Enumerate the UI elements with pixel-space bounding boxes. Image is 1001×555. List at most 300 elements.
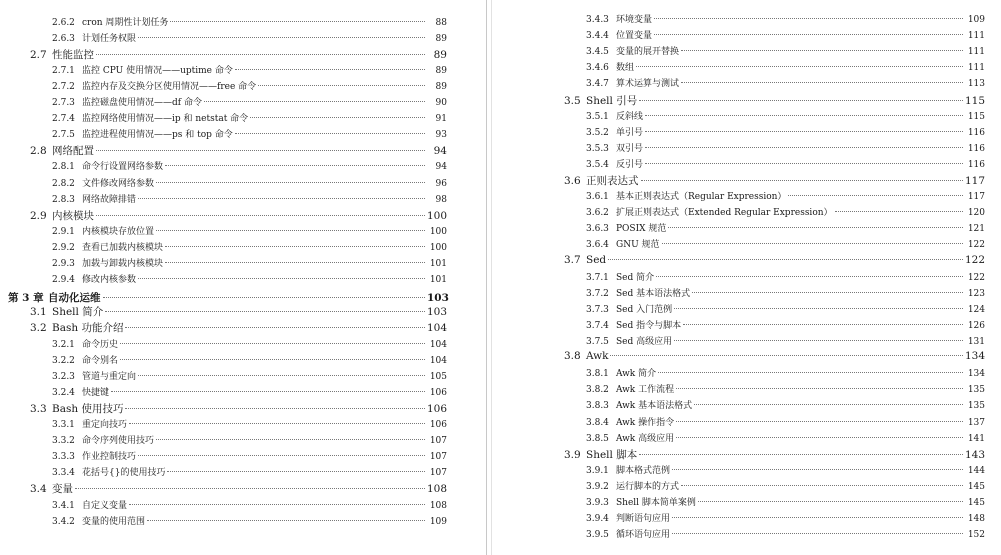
- toc-entry[interactable]: [586, 398, 985, 411]
- toc-entry-page: 106: [429, 387, 447, 398]
- toc-entry[interactable]: [52, 369, 447, 382]
- toc-entry-number: 3.3.2: [52, 436, 75, 447]
- toc-entry-number: 3.8.1: [586, 369, 609, 380]
- toc-entry-page: 103: [427, 292, 449, 305]
- toc-entry-title: 正则表达式: [586, 175, 639, 187]
- toc-entry[interactable]: [586, 125, 985, 138]
- toc-entry-number: 3.6.3: [586, 224, 609, 235]
- toc-entry-page: 116: [967, 143, 985, 154]
- toc-entry[interactable]: [52, 111, 447, 124]
- toc-entry-title: Shell 引号: [586, 94, 638, 107]
- toc-entry[interactable]: [52, 514, 447, 527]
- toc-entry-number: 3.2.2: [52, 355, 75, 366]
- toc-entry[interactable]: [30, 143, 447, 158]
- toc-entry-number: 3.7.4: [586, 320, 609, 331]
- dot-leader: [645, 115, 963, 116]
- toc-entry-page: 89: [435, 81, 447, 92]
- toc-entry-number: 3.2: [30, 322, 47, 335]
- toc-entry-title: 查看已加载内核模块: [82, 242, 164, 253]
- toc-entry[interactable]: [52, 272, 447, 285]
- toc-entry-page: 98: [435, 194, 447, 205]
- dot-leader: [125, 408, 425, 409]
- dot-leader: [662, 243, 963, 244]
- toc-entry-number: 2.7.2: [52, 81, 75, 92]
- dot-leader: [698, 501, 963, 502]
- toc-entry-title: Sed 高级应用: [616, 337, 673, 347]
- toc-entry[interactable]: [30, 320, 447, 335]
- dot-leader: [258, 85, 425, 86]
- toc-entry-page: 89: [435, 65, 447, 76]
- dot-leader: [129, 423, 425, 424]
- toc-entry-title: 性能监控: [52, 48, 94, 61]
- toc-entry-number: 2.8.2: [52, 178, 75, 189]
- toc-entry-page: 104: [429, 339, 447, 350]
- dot-leader: [156, 439, 425, 440]
- toc-entry-title: 命令序列使用技巧: [82, 436, 155, 447]
- toc-entry[interactable]: [52, 176, 447, 189]
- toc-entry-number: 2.7.3: [52, 98, 75, 108]
- toc-entry-title: Sed: [586, 253, 607, 266]
- toc-entry[interactable]: [52, 224, 447, 237]
- toc-entry-title: 变量的展开替换: [616, 47, 680, 58]
- dot-leader: [645, 147, 963, 148]
- toc-entry-title: 文件修改网络参数: [82, 178, 155, 189]
- toc-entry-page: 126: [967, 320, 985, 331]
- dot-leader: [111, 391, 425, 392]
- toc-entry[interactable]: [30, 47, 447, 62]
- toc-entry-number: 3.5.2: [586, 127, 609, 138]
- toc-entry-number: 3.8.5: [586, 433, 609, 444]
- dot-leader: [96, 150, 425, 151]
- toc-entry-number: 3.4.7: [586, 79, 609, 90]
- toc-entry-number: 3.9.4: [586, 514, 609, 525]
- toc-entry-title: Awk: [586, 350, 609, 363]
- dot-leader: [639, 100, 963, 101]
- toc-entry-title: 作业控制技巧: [82, 452, 137, 463]
- toc-entry-number: 2.7.5: [52, 130, 75, 141]
- toc-entry-number: 3.2.1: [52, 339, 75, 350]
- toc-entry[interactable]: [52, 449, 447, 462]
- toc-entry-page: 103: [427, 306, 448, 319]
- toc-entry-page: 113: [967, 79, 985, 90]
- toc-entry-title: Sed 入门范例: [616, 304, 673, 315]
- toc-entry-number: 第 3 章: [8, 292, 44, 305]
- right-page: [492, 0, 1001, 555]
- toc-entry[interactable]: [564, 447, 985, 462]
- toc-entry[interactable]: [30, 208, 447, 223]
- toc-entry-page: 144: [967, 465, 985, 476]
- dot-leader: [639, 454, 963, 455]
- toc-entry-title: Awk 基本语法格式: [616, 401, 693, 412]
- toc-entry-title: 脚本格式范例: [616, 465, 671, 476]
- toc-entry-title: Awk 简介: [616, 369, 657, 380]
- toc-entry-title: 监控网络使用情况——ip 和 netstat 命令: [82, 114, 249, 125]
- dot-leader: [235, 69, 425, 70]
- toc-entry-page: 105: [429, 371, 447, 382]
- toc-entry-page: 141: [967, 433, 985, 444]
- toc-entry-number: 2.9.1: [52, 226, 75, 237]
- dot-leader: [672, 533, 963, 534]
- dot-leader: [674, 308, 963, 309]
- toc-entry-page: 121: [967, 224, 985, 235]
- dot-leader: [641, 180, 964, 181]
- toc-entry-page: 107: [429, 452, 447, 463]
- toc-entry-page: 111: [967, 47, 985, 58]
- toc-entry[interactable]: [52, 79, 447, 92]
- toc-entry[interactable]: [52, 15, 447, 28]
- dot-leader: [645, 163, 963, 164]
- dot-leader: [250, 117, 425, 118]
- toc-entry-title: Bash 使用技巧: [52, 402, 124, 415]
- toc-entry-title: 算术运算与测试: [616, 79, 680, 90]
- toc-entry-page: 123: [967, 288, 985, 299]
- toc-entry-page: 104: [429, 355, 447, 366]
- toc-entry[interactable]: [586, 12, 985, 25]
- toc-entry-number: 3.7.1: [586, 272, 609, 283]
- toc-entry[interactable]: [564, 173, 985, 188]
- toc-entry[interactable]: [586, 479, 985, 492]
- toc-entry-page: 145: [967, 498, 985, 508]
- toc-entry-title: Shell 脚本简单案例: [616, 498, 696, 508]
- dot-leader: [681, 485, 963, 486]
- toc-entry-page: 94: [435, 162, 447, 173]
- dot-leader: [656, 276, 963, 277]
- toc-entry-page: 131: [967, 337, 985, 347]
- toc-entry-number: 3.9: [564, 448, 581, 461]
- toc-entry-page: 93: [435, 130, 447, 141]
- dot-leader: [120, 359, 425, 360]
- toc-entry-title: 命令别名: [82, 355, 119, 366]
- toc-entry[interactable]: [586, 318, 985, 331]
- toc-entry[interactable]: [564, 350, 985, 362]
- dot-leader: [138, 278, 425, 279]
- toc-entry-title: 命令历史: [82, 339, 119, 350]
- toc-entry-page: 100: [429, 226, 447, 237]
- toc-entry[interactable]: [52, 95, 447, 108]
- toc-entry-title: 监控 CPU 使用情况——uptime 命令: [82, 65, 233, 76]
- toc-entry-number: 3.5: [564, 94, 581, 107]
- toc-entry-title: 自动化运维: [48, 292, 101, 305]
- toc-entry-page: 115: [967, 111, 985, 122]
- dot-leader: [672, 517, 963, 518]
- toc-entry-title: Bash 功能介绍: [52, 322, 124, 335]
- dot-leader: [788, 195, 963, 196]
- dot-leader: [645, 131, 963, 132]
- toc-entry[interactable]: [52, 465, 447, 478]
- dot-leader: [681, 82, 963, 83]
- toc-entry-number: 3.8.4: [586, 417, 609, 428]
- dot-leader: [147, 520, 425, 521]
- toc-entry-title: 监控进程使用情况——ps 和 top 命令: [82, 130, 233, 141]
- toc-entry-number: 3.8.3: [586, 401, 609, 412]
- toc-entry[interactable]: [586, 495, 985, 508]
- toc-entry-page: 101: [429, 259, 447, 269]
- toc-entry-number: 3.8.2: [586, 385, 609, 396]
- toc-entry[interactable]: [52, 256, 447, 269]
- toc-entry-page: 89: [435, 33, 447, 44]
- toc-entry-page: 122: [967, 272, 985, 283]
- dot-leader: [138, 455, 425, 456]
- toc-entry-number: 3.3.4: [52, 468, 75, 479]
- toc-entry[interactable]: [52, 417, 447, 430]
- dot-leader: [138, 37, 425, 38]
- toc-entry-number: 2.8.1: [52, 162, 75, 173]
- dot-leader: [120, 343, 425, 344]
- toc-entry-number: 3.6: [564, 175, 581, 187]
- dot-leader: [96, 215, 425, 216]
- toc-entry-page: 116: [967, 159, 985, 170]
- dot-leader: [165, 262, 425, 263]
- toc-entry-number: 3.3: [30, 402, 47, 415]
- toc-entry-title: 扩展正则表达式（Extended Regular Expression）: [616, 208, 833, 219]
- toc-entry-page: 106: [429, 420, 447, 430]
- toc-entry-page: 124: [967, 304, 985, 315]
- toc-entry[interactable]: [586, 76, 985, 89]
- toc-entry-title: Awk 工作流程: [616, 385, 675, 396]
- toc-entry-page: 88: [435, 17, 447, 28]
- dot-leader: [105, 311, 425, 312]
- toc-entry-number: 3.6.4: [586, 240, 609, 251]
- toc-entry[interactable]: [586, 431, 985, 444]
- toc-entry-title: 内核模块: [52, 209, 94, 222]
- toc-entry-page: 117: [965, 175, 986, 187]
- toc-entry-page: 135: [967, 401, 985, 412]
- toc-entry-title: 监控磁盘使用情况——df 命令: [82, 98, 202, 108]
- toc-entry-page: 120: [967, 208, 985, 219]
- toc-entry-title: 单引号: [616, 127, 644, 138]
- toc-entry[interactable]: [586, 270, 985, 283]
- toc-entry-number: 3.7: [564, 253, 581, 266]
- toc-entry[interactable]: [52, 159, 447, 172]
- toc-entry-page: 106: [427, 402, 448, 415]
- toc-entry[interactable]: [586, 366, 985, 379]
- toc-entry[interactable]: [564, 254, 985, 266]
- toc-entry[interactable]: [586, 28, 985, 41]
- toc-entry[interactable]: [586, 463, 985, 476]
- toc-entry-title: Sed 基本语法格式: [616, 288, 691, 299]
- toc-entry-number: 2.8: [30, 145, 47, 158]
- toc-entry[interactable]: [52, 385, 447, 398]
- toc-entry-page: 145: [967, 481, 985, 492]
- toc-entry-number: 3.9.5: [586, 530, 609, 541]
- toc-entry-number: 2.9: [30, 209, 47, 222]
- toc-entry-title: 反斜线: [616, 111, 644, 122]
- dot-leader: [138, 375, 425, 376]
- toc-entry-title: 管道与重定向: [82, 371, 137, 382]
- toc-entry-number: 2.7.1: [52, 65, 75, 76]
- toc-entry-title: 网络故障排错: [82, 194, 137, 205]
- toc-entry[interactable]: [586, 527, 985, 540]
- toc-entry[interactable]: [586, 221, 985, 234]
- toc-entry-number: 3.9.1: [586, 465, 609, 476]
- toc-entry-title: 监控内存及交换分区使用情况——free 命令: [82, 81, 257, 92]
- toc-entry-page: 137: [967, 417, 985, 428]
- toc-entry-page: 135: [967, 385, 985, 396]
- dot-leader: [672, 469, 963, 470]
- dot-leader: [129, 504, 425, 505]
- toc-entry-title: 变量的使用范围: [82, 516, 146, 527]
- toc-entry-number: 2.9.4: [52, 275, 75, 286]
- toc-entry[interactable]: [30, 401, 447, 416]
- toc-entry[interactable]: [52, 31, 447, 44]
- toc-entry-title: cron 周期性计划任务: [82, 17, 169, 28]
- toc-entry-number: 3.9.2: [586, 481, 609, 492]
- toc-entry-number: 3.7.2: [586, 288, 609, 299]
- toc-entry-title: 计划任务权限: [82, 33, 137, 44]
- toc-entry-page: 89: [433, 48, 447, 61]
- toc-entry-number: 3.4: [30, 483, 47, 496]
- toc-entry-title: 基本正则表达式（Regular Expression）: [616, 192, 787, 203]
- toc-entry-title: 花括号{}的使用技巧: [82, 468, 166, 479]
- toc-entry-title: 位置变量: [616, 31, 653, 42]
- dot-leader: [676, 388, 963, 389]
- dot-leader: [170, 21, 425, 22]
- toc-entry[interactable]: [586, 157, 985, 170]
- toc-entry-number: 3.4.1: [52, 500, 75, 511]
- toc-entry[interactable]: [586, 334, 985, 347]
- toc-entry-number: 2.7.4: [52, 114, 75, 125]
- toc-entry-page: 108: [429, 500, 447, 511]
- toc-entry-number: 2.7: [30, 48, 47, 61]
- toc-entry-number: 3.1: [30, 306, 47, 319]
- toc-entry-number: 3.2.3: [52, 371, 75, 382]
- toc-entry-title: 变量: [52, 483, 73, 496]
- toc-entry-page: 94: [433, 145, 447, 158]
- toc-entry-page: 107: [429, 436, 447, 447]
- toc-entry[interactable]: [52, 240, 447, 253]
- dot-leader: [692, 292, 963, 293]
- toc-entry-number: 3.7.3: [586, 304, 609, 315]
- dot-leader: [835, 211, 963, 212]
- toc-entry[interactable]: [586, 44, 985, 57]
- toc-entry[interactable]: [564, 93, 985, 108]
- toc-entry-title: 快捷键: [82, 387, 110, 398]
- toc-entry-page: 100: [429, 242, 447, 253]
- toc-entry-page: 148: [967, 514, 985, 525]
- toc-entry[interactable]: [586, 189, 985, 202]
- toc-entry[interactable]: [586, 60, 985, 73]
- toc-entry-number: 2.9.2: [52, 242, 75, 253]
- toc-entry-title: 反引号: [616, 159, 644, 170]
- dot-leader: [674, 340, 963, 341]
- dot-leader: [96, 54, 425, 55]
- toc-entry-page: 100: [427, 209, 448, 222]
- toc-entry-number: 3.4.5: [586, 47, 609, 58]
- dot-leader: [125, 327, 425, 328]
- toc-entry-number: 3.2.4: [52, 387, 75, 398]
- dot-leader: [654, 18, 963, 19]
- dot-leader: [165, 165, 425, 166]
- toc-entry-page: 111: [967, 31, 985, 42]
- toc-entry[interactable]: [586, 511, 985, 524]
- dot-leader: [167, 471, 425, 472]
- dot-leader: [75, 488, 425, 489]
- toc-entry[interactable]: [586, 109, 985, 122]
- toc-entry-page: 90: [435, 98, 447, 108]
- toc-entry[interactable]: [52, 433, 447, 446]
- toc-entry-title: Shell 脚本: [586, 448, 638, 461]
- dot-leader: [668, 227, 963, 228]
- toc-entry[interactable]: [586, 205, 985, 218]
- toc-entry-page: 134: [965, 350, 986, 363]
- toc-entry-title: 双引号: [616, 143, 644, 154]
- dot-leader: [103, 297, 426, 298]
- toc-entry[interactable]: [8, 290, 447, 305]
- toc-entry-number: 2.6.3: [52, 33, 75, 44]
- toc-entry-number: 3.6.1: [586, 192, 609, 203]
- toc-entry-title: 数组: [616, 63, 635, 74]
- toc-entry-number: 3.4.4: [586, 31, 609, 42]
- toc-entry-page: 111: [967, 63, 985, 74]
- toc-entry-number: 3.4.2: [52, 516, 75, 527]
- toc-entry-title: Sed 简介: [616, 272, 655, 283]
- toc-entry-title: 网络配置: [52, 145, 94, 158]
- page-gutter: [486, 0, 487, 555]
- toc-entry[interactable]: [30, 304, 447, 319]
- toc-entry-number: 2.9.3: [52, 259, 75, 269]
- toc-entry-number: 3.3.3: [52, 452, 75, 463]
- dot-leader: [658, 372, 963, 373]
- toc-entry[interactable]: [52, 337, 447, 350]
- toc-entry[interactable]: [586, 415, 985, 428]
- dot-leader: [204, 101, 425, 102]
- toc-entry-title: 自定义变量: [82, 500, 128, 511]
- toc-entry-title: Awk 高级应用: [616, 433, 675, 444]
- toc-entry-title: 命令行设置网络参数: [82, 162, 164, 173]
- toc-entry-title: 修改内核参数: [82, 275, 137, 286]
- dot-leader: [676, 437, 963, 438]
- toc-entry[interactable]: [52, 353, 447, 366]
- dot-leader: [636, 66, 963, 67]
- toc-entry-title: 运行脚本的方式: [616, 481, 680, 492]
- toc-entry-page: 91: [435, 114, 447, 125]
- toc-entry-number: 3.9.3: [586, 498, 609, 508]
- toc-entry-page: 101: [429, 275, 447, 286]
- toc-entry[interactable]: [52, 127, 447, 140]
- toc-entry-page: 108: [427, 483, 448, 496]
- toc-entry-number: 3.7.5: [586, 337, 609, 347]
- toc-entry-title: GNU 规范: [616, 240, 660, 251]
- toc-entry-page: 134: [967, 369, 985, 380]
- toc-entry-number: 2.8.3: [52, 194, 75, 205]
- toc-entry[interactable]: [586, 382, 985, 395]
- toc-entry[interactable]: [586, 286, 985, 299]
- toc-entry-page: 122: [965, 253, 986, 266]
- toc-entry[interactable]: [52, 192, 447, 205]
- dot-leader: [235, 133, 425, 134]
- toc-entry-number: 2.6.2: [52, 17, 75, 28]
- toc-entry[interactable]: [52, 498, 447, 511]
- toc-entry-title: POSIX 规范: [616, 224, 667, 235]
- dot-leader: [694, 404, 963, 405]
- dot-leader: [683, 324, 963, 325]
- toc-entry-title: 循环语句应用: [616, 530, 671, 541]
- toc-entry-page: 109: [967, 15, 985, 25]
- toc-entry-title: 判断语句应用: [616, 514, 671, 525]
- dot-leader: [608, 259, 963, 260]
- toc-entry[interactable]: [52, 63, 447, 76]
- toc-entry[interactable]: [586, 237, 985, 250]
- toc-entry-number: 3.4.3: [586, 15, 609, 25]
- toc-entry[interactable]: [30, 481, 447, 496]
- dot-leader: [610, 355, 963, 356]
- dot-leader: [156, 182, 425, 183]
- dot-leader: [654, 34, 963, 35]
- toc-entry[interactable]: [586, 141, 985, 154]
- toc-entry-page: 143: [965, 448, 986, 461]
- dot-leader: [165, 246, 425, 247]
- toc-entry[interactable]: [586, 302, 985, 315]
